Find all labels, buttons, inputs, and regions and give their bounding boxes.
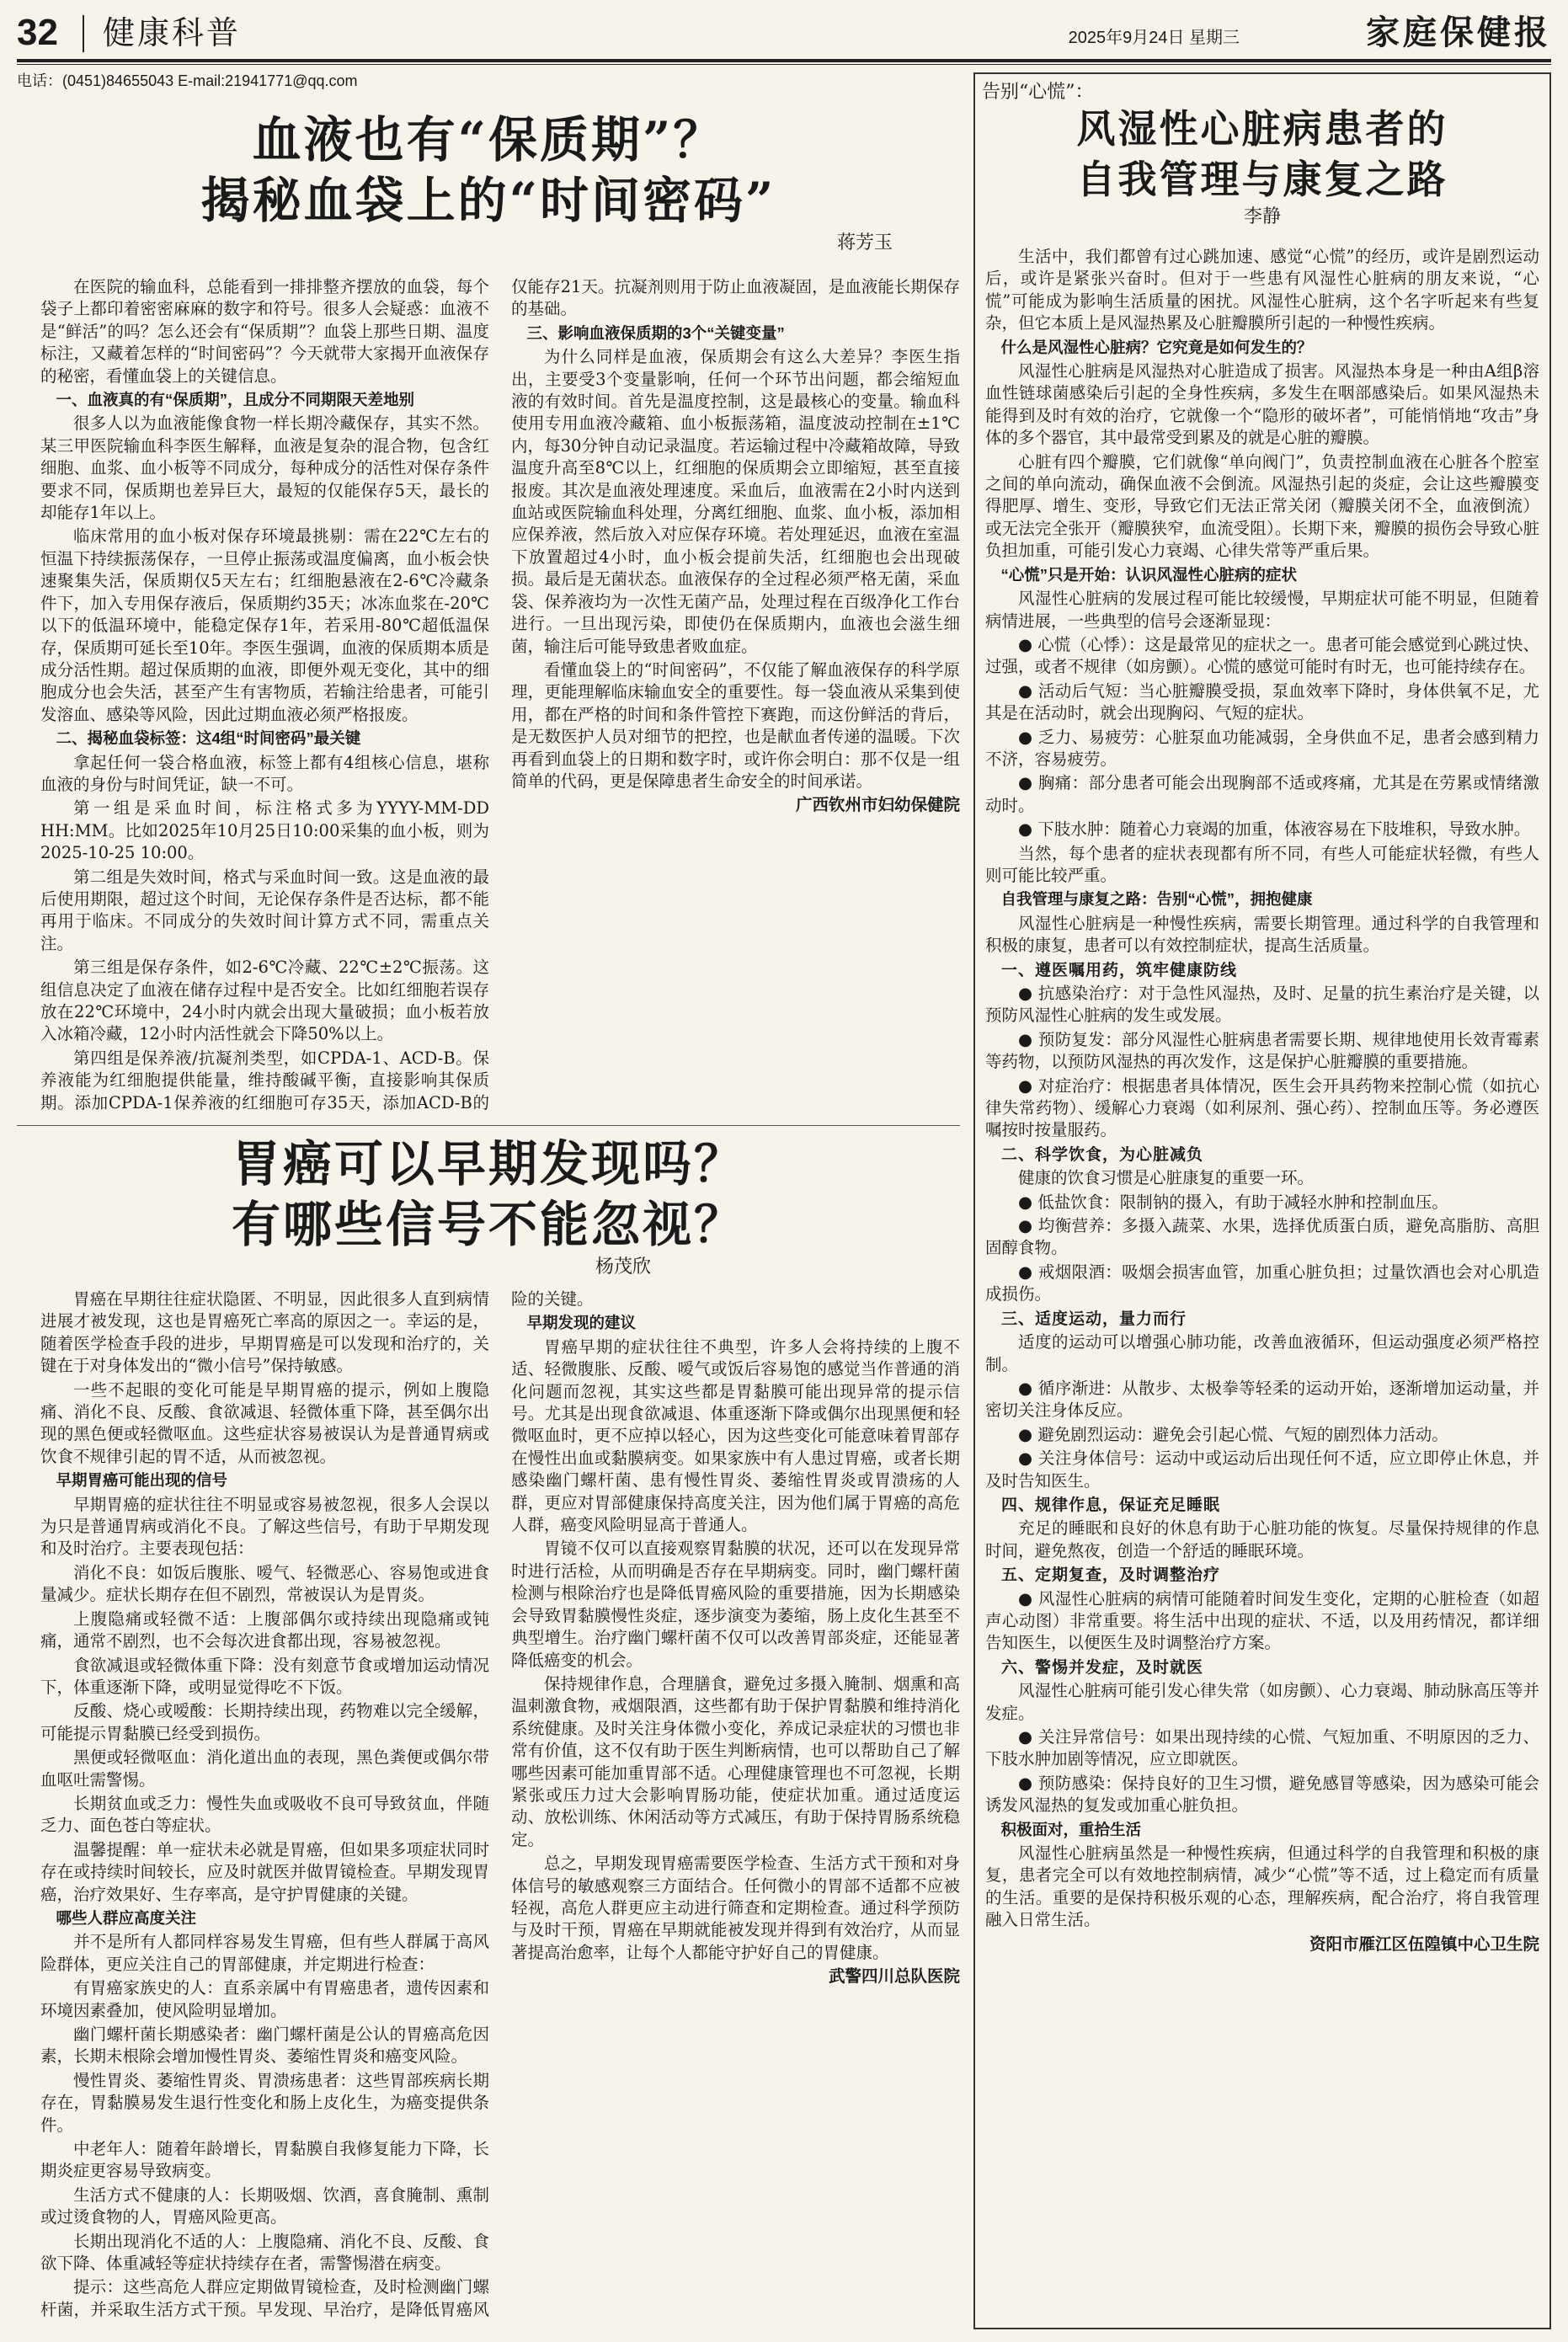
masthead-rule-thin <box>17 64 1551 65</box>
paragraph: 为什么同样是血液，保质期会有这么大差异？李医生指出，主要受3个变量影响，任何一个环节出问题，都会缩短血液的有效时间。首先是温度控制，这是最核心的变量。输血科使用专用血液冷藏箱、血小板振荡箱，温度波动控制在±1℃内，每30分钟自动记录温度。若运输过程中冷藏箱故障，导致温度升高至8℃以上，红细胞的保质期会立即缩短，甚至直接报废。其次是血液处理速度。采血后，血液需在2小时内送到血站或医院输血科处理，分离红细胞、血浆、血小板，添加相应保养液，然后放入对应保存环境。若处理延迟，血液在室温下放置超过4小时，血小板会提前失活，红细胞也会出现破损。最后是无菌状态。血液保存的全过程必须严格无菌，采血袋、保养液均为一次性无菌产品，处理过程在百级净化工作台进行。一旦出现污染，即使仍在保质期内，血液也会滋生细菌，输注后可能导致患者败血症。 <box>511 347 960 656</box>
paragraph: ● 关注异常信号：如果出现持续的心慌、气短加重、不明原因的乏力、下肢水肿加剧等情况，应立即就医。 <box>985 1727 1539 1769</box>
paragraph: 温馨提醒：单一症状未必就是胃癌，但如果多项症状同时存在或持续时间较长，应及时就医并做胃镜检查。早期发现胃癌，治疗效果好、生存率高，是守护胃健康的关键。 <box>40 1839 489 1904</box>
section-title: 健康科普 <box>103 14 242 51</box>
paragraph: 胃癌早期的症状往往不典型，许多人会将持续的上腹不适、轻微腹胀、反酸、嗳气或饭后容易饱的感觉当作普通的消化问题而忽视，其实这些都是胃黏膜可能出现异常的提示信号。尤其是出现食欲减退、体重逐渐下降或偶尔出现黑便和轻微呕血时，更不应掉以轻心，因为这些变化可能意味着胃部存在慢性出血或黏膜病变。如果家族中有人患过胃癌，或者长期感染幽门螺杆菌、患有慢性胃炎、萎缩性胃炎或胃溃疡的人群，更应对胃部健康保持高度关注，因为他们属于胃癌的高危人群，癌变风险明显高于普通人。 <box>511 1336 960 1535</box>
paragraph: 心脏有四个瓣膜，它们就像“单向阀门”，负责控制血液在心脏各个腔室之间的单向流动，确保血液不会倒流。风湿热引起的炎症，会让这些瓣膜变得肥厚、增生、变形，导致它们无法正常关闭（瓣膜关闭不全，血液倒流）或无法完全张开（瓣膜狭窄，血流受阻）。长期下来，瓣膜的损伤会导致心脏负担加重，可能引发心力衰竭、心律失常等严重后果。 <box>985 451 1539 561</box>
article-kicker: 告别“心慌”： <box>982 82 1094 103</box>
paragraph: 提示：这些高危人群应定期做胃镜检查，及时检测幽门螺杆菌，并采取生活方式干预。早发现、早治疗，是降低胃癌风险的关键。 <box>40 1289 594 2319</box>
article-source: 广西钦州市妇幼保健院 <box>795 796 960 815</box>
subheading: 二、科学饮食，为心脏减负 <box>1001 1144 1204 1164</box>
subheading: 一、血液真的有“保质期”，且成分不同期限天差地别 <box>56 391 415 409</box>
contact-line: 电话：(0451)84655043 E-mail:21941771@qq.com <box>17 72 358 89</box>
masthead-divider <box>83 15 84 52</box>
paragraph: ● 胸痛：部分患者可能会出现胸部不适或疼痛，尤其是在劳累或情绪激动时。 <box>985 773 1539 815</box>
article-gastric-cancer <box>17 1134 960 1285</box>
paragraph: ● 心慌（心悸）：这是最常见的症状之一。患者可能会感觉到心跳过快、过强，或者不规律（如房颤）。心慌的感觉可能时有时无，也可能持续存在。 <box>985 634 1539 677</box>
paragraph: 风湿性心脏病可能引发心律失常（如房颤）、心力衰竭、肺动脉高压等并发症。 <box>985 1681 1539 1723</box>
paragraph: 健康的饮食习惯是心脏康复的重要一环。 <box>1018 1168 1315 1188</box>
paragraph: 消化不良：如饭后腹胀、嗳气、轻微恶心、容易饱或进食量减少。症状长期存在但不剧烈，常被误认为是胃炎。 <box>40 1562 489 1605</box>
issue-date: 2025年9月24日 星期三 <box>1068 29 1240 47</box>
article-author: 杨茂欣 <box>595 1256 651 1278</box>
paragraph: 风湿性心脏病是一种慢性疾病，需要长期管理。通过科学的自我管理和积极的康复，患者可以有效控制症状，提高生活质量。 <box>985 913 1539 956</box>
paragraph: ● 活动后气短：当心脏瓣膜受损，泵血效率下降时，身体供氧不足，尤其是在活动时，就会出现胸闷、气短的症状。 <box>985 680 1539 723</box>
paragraph: 充足的睡眠和良好的休息有助于心脏功能的恢复。尽量保持规律的作息时间，避免熬夜，创造一个舒适的睡眠环境。 <box>985 1518 1539 1560</box>
article-author: 李静 <box>1243 206 1281 227</box>
article-title-line2: 有哪些信号不能忽视？ <box>231 1196 745 1253</box>
article-source: 武警四川总队医院 <box>828 1967 960 1987</box>
subheading: 什么是风湿性心脏病？它究竟是如何发生的？ <box>1000 338 1313 356</box>
subheading: 二、揭秘血袋标签：这4组“时间密码”最关键 <box>56 729 361 748</box>
subheading: 三、影响血液保质期的3个“关键变量” <box>526 323 785 342</box>
paragraph: ● 避免剧烈运动：避免会引起心慌、气短的剧烈体力活动。 <box>1018 1424 1448 1444</box>
paragraph: 保持规律作息，合理膳食，避免过多摄入腌制、烟熏和高温刺激食物，戒烟限酒，这些都有助于保护胃黏膜和维持消化系统健康。及时关注身体微小变化，养成记录症状的习惯也非常有价值，这不仅有助于医生判断病情，也可以帮助自己了解哪些因素可能加重胃部不适。心理健康管理也不可忽视，长期紧张或压力过大会影响胃肠功能，使症状加重。通过适度运动、放松训练、休闲活动等方式减压，有助于保持胃肠系统稳定。 <box>511 1673 960 1849</box>
paragraph: ● 均衡营养：多摄入蔬菜、水果，选择优质蛋白质，避免高脂肪、高胆固醇食物。 <box>985 1216 1539 1258</box>
paragraph: ● 风湿性心脏病的病情可能随着时间发生变化，定期的心脏检查（如超声心动图）非常重要。将生活中出现的症状、不适，以及用药情况，都详细告知医生，以便医生及时调整治疗方案。 <box>985 1588 1539 1653</box>
article-title-line2: 揭秘血袋上的“时间密码” <box>200 172 776 229</box>
paragraph: 并不是所有人都同样容易发生胃癌，但有些人群属于高风险群体，更应关注自己的胃部健康，并定期进行检查： <box>40 1932 489 1974</box>
article-blood-shelf-life <box>17 109 960 269</box>
subheading: 一、遵医嘱用药，筑牢健康防线 <box>1001 960 1238 979</box>
article-title-line1: 胃癌可以早期发现吗？ <box>231 1135 745 1192</box>
paragraph: 长期出现消化不适的人：上腹隐痛、消化不良、反酸、食欲下降、体重减轻等症状持续存在者，需警惕潜在病变。 <box>40 2231 489 2274</box>
article-title-line2: 自我管理与康复之路 <box>1076 157 1448 202</box>
subheading: 早期胃癌可能出现的信号 <box>56 1471 228 1490</box>
paragraph: 总之，早期发现胃癌需要医学检查、生活方式干预和对身体信号的敏感观察三方面结合。任何微小的胃部不适都不应被轻视，高危人群更应主动进行筛查和定期检查。通过科学预防与及时干预，胃癌在早期就能被发现并得到有效治疗，从而显著提高治愈率，让每个人都能守护好自己的胃健康。 <box>511 1854 960 1962</box>
paragraph: ● 对症治疗：根据患者具体情况，医生会开具药物来控制心慌（如抗心律失常药物）、缓解心力衰竭（如利尿剂、强心药）、控制血压等。务必遵医嘱按时按量服药。 <box>985 1075 1539 1140</box>
paragraph: 风湿性心脏病的发展过程可能比较缓慢，早期症状可能不明显，但随着病情进展，一些典型的信号会逐渐显现： <box>985 589 1539 631</box>
paragraph: 第一组是采血时间，标注格式多为YYYY-MM-DD HH:MM。比如2025年10月25日10:00采集的血小板，则为2025-10-25 10:00。 <box>40 798 489 863</box>
paragraph: 一些不起眼的变化可能是早期胃癌的提示，例如上腹隐痛、消化不良、反酸、食欲减退、轻微体重下降，甚至偶尔出现的黑色便或轻微呕血。这些症状容易被误认为是普通胃病或饮食不规律引起的胃不适，从而被忽视。 <box>40 1379 489 1466</box>
paragraph: 生活中，我们都曾有过心跳加速、感觉“心慌”的经历，或许是剧烈运动后，或许是紧张兴奋时。但对于一些患有风湿性心脏病的朋友来说，“心慌”可能成为影响生活质量的困扰。风湿性心脏病，这个名字听起来有些复杂，但它本质上是风湿热累及心脏瓣膜所引起的一种慢性疾病。 <box>985 247 1539 333</box>
paragraph: 第四组是保养液/抗凝剂类型，如CPDA-1、ACD-B。保养液能为红细胞提供能量，维持酸碱平衡，直接影响其保质期。添加CPDA-1保养液的红细胞可存35天，添加ACD-B的仅能存21天。抗凝剂则用于防止血液凝固，是血液能长期保存的基础。 <box>40 277 960 1112</box>
article-body-blood <box>40 276 960 1118</box>
paragraph: 有胃癌家族史的人：直系亲属中有胃癌患者，遗传因素和环境因素叠加，使风险明显增加。 <box>40 1978 489 2020</box>
paragraph: 当然，每个患者的症状表现都有所不同，有些人可能症状轻微，有些人则可能比较严重。 <box>985 843 1539 885</box>
paragraph: ● 乏力、易疲劳：心脏泵血功能减弱，全身供血不足，患者会感到精力不济，容易疲劳。 <box>985 727 1539 769</box>
paragraph: ● 关注身体信号：运动中或运动后出现任何不适，应立即停止休息，并及时告知医生。 <box>985 1448 1539 1491</box>
paragraph: ● 循序渐进：从散步、太极拳等轻柔的运动开始，逐渐增加运动量，并密切关注身体反应。 <box>985 1378 1539 1421</box>
subheading: 积极面对，重拾生活 <box>1000 1820 1142 1838</box>
subheading: 早期发现的建议 <box>526 1314 637 1332</box>
paragraph: 长期贫血或乏力：慢性失血或吸收不良可导致贫血，伴随乏力、面色苍白等症状。 <box>40 1793 489 1836</box>
article-separator <box>17 1125 960 1126</box>
paragraph: ● 下肢水肿：随着心力衰竭的加重，体液容易在下肢堆积，导致水肿。 <box>1018 819 1531 840</box>
paragraph: ● 预防感染：保持良好的卫生习惯，避免感冒等感染，因为感染可能会诱发风湿热的复发或加重心脏负担。 <box>985 1773 1539 1816</box>
article-body-rheumatic <box>985 246 1539 2318</box>
article-title-line1: 风湿性心脏病患者的 <box>1076 106 1448 152</box>
paragraph: 风湿性心脏病虽然是一种慢性疾病，但通过科学的自我管理和积极的康复，患者完全可以有效地控制病情，减少“心慌”等不适，过上稳定而有质量的生活。重要的是保持积极乐观的心态，理解疾病，配合治疗，将自我管理融入日常生活。 <box>985 1843 1539 1930</box>
paragraph: 反酸、烧心或嗳酸：长期持续出现，药物难以完全缓解，可能提示胃黏膜已经受到损伤。 <box>40 1701 489 1743</box>
subheading: 六、警惕并发症，及时就医 <box>1001 1657 1204 1677</box>
paragraph: ● 戒烟限酒：吸烟会损害血管，加重心脏负担；过量饮酒也会对心肌造成损伤。 <box>985 1262 1539 1304</box>
subheading: “心慌”只是开始：认识风湿性心脏病的症状 <box>1000 565 1298 584</box>
subheading: 三、适度运动，量力而行 <box>1001 1309 1187 1328</box>
paragraph: 看懂血袋上的“时间密码”，不仅能了解血液保存的科学原理，更能理解临床输血安全的重要性。每一袋血液从采集到使用，都在严格的时间和条件管控下赛跑，而这份鲜活的背后，是无数医护人员对细节的把控，也是献血者传递的温暖。下次再看到血袋上的日期和数字时，或许你会明白：那不仅是一组简单的代码，更是保障患者生命安全的时间承诺。 <box>511 659 960 791</box>
article-body-gastric <box>40 1288 960 2329</box>
paragraph: ● 低盐饮食：限制钠的摄入，有助于减轻水肿和控制血压。 <box>1018 1192 1448 1212</box>
masthead-rule <box>17 59 1551 62</box>
subheading: 五、定期复查，及时调整治疗 <box>1001 1566 1221 1585</box>
paragraph: 胃癌在早期往往症状隐匿、不明显，因此很多人直到病情进展才被发现，这也是胃癌死亡率高的原因之一。幸运的是，随着医学检查手段的进步，早期胃癌是可以发现和治疗的，关键在于对身体发出的“微小信号”保持敏感。 <box>40 1289 489 1376</box>
paragraph: 在医院的输血科，总能看到一排排整齐摆放的血袋，每个袋子上都印着密密麻麻的数字和符号。很多人会疑惑：血液不是“鲜活”的吗？怎么还会有“保质期”？血袋上那些日期、温度标注，又藏着怎样的“时间密码”？今天就带大家揭开血液保存的秘密，看懂血袋上的关键信息。 <box>40 277 489 386</box>
paragraph: 临床常用的血小板对保存环境最挑剔：需在22℃左右的恒温下持续振荡保存，一旦停止振荡或温度偏离，血小板会快速聚集失活，保质期仅5天左右；红细胞悬液在2-6℃冷藏条件下，加入专用保存液后，保质期约35天；冰冻血浆在-20℃以下的低温环境中，能稳定保存1年，若采用-80℃超低温保存，保质期可延长至10年。李医生强调，血液的保质期本质是成分活性期。超过保质期的血液，即便外观无变化，其中的细胞成分也会失活，甚至产生有害物质，若输注给患者，可能引发溶血、感染等风险，因此过期血液必须严格报废。 <box>40 526 489 724</box>
article-author: 蒋芳玉 <box>836 232 893 253</box>
paragraph: 食欲减退或轻微体重下降：没有刻意节食或增加运动情况下，体重逐渐下降，或明显觉得吃不下饭。 <box>40 1655 489 1697</box>
newspaper-name: 家庭保健报 <box>1366 13 1551 52</box>
subheading: 哪些人群应高度关注 <box>56 1908 197 1927</box>
paragraph: 中老年人：随着年龄增长，胃黏膜自我修复能力下降，长期炎症更容易导致病变。 <box>40 2139 489 2181</box>
paragraph: 幽门螺杆菌长期感染者：幽门螺杆菌是公认的胃癌高危因素，长期未根除会增加慢性胃炎、萎缩性胃炎和癌变风险。 <box>40 2025 489 2067</box>
paragraph: 很多人以为血液能像食物一样长期冷藏保存，其实不然。某三甲医院输血科李医生解释，血液是复杂的混合物，包含红细胞、血浆、血小板等不同成分，每种成分的活性对保存条件要求不同，保质期也差异巨大，最短的仅能保存5天，最长的却能存1年以上。 <box>40 413 489 523</box>
masthead <box>17 10 1551 56</box>
paragraph: 上腹隐痛或轻微不适：上腹部偶尔或持续出现隐痛或钝痛，通常不剧烈，也不会每次进食都出现，容易被忽视。 <box>40 1608 489 1651</box>
paragraph: 第三组是保存条件，如2-6℃冷藏、22℃±2℃振荡。这组信息决定了血液在储存过程中是否安全。比如红细胞若误存放在22℃环境中，24小时内就会出现大量破损；血小板若放入冰箱冷藏，12小时内活性就会下降50%以上。 <box>40 958 489 1044</box>
paragraph: 拿起任何一袋合格血液，标签上都有4组核心信息，堪称血液的身份与时间凭证，缺一不可。 <box>40 752 489 794</box>
page-number: 32 <box>17 12 58 53</box>
paragraph: 慢性胃炎、萎缩性胃炎、胃溃疡患者：这些胃部疾病长期存在，胃黏膜易发生退行性变化和肠上皮化生，为癌变提供条件。 <box>40 2070 489 2135</box>
paragraph: 第二组是失效时间，格式与采血时间一致。这是血液的最后使用期限，超过这个时间，无论保存条件是否达标，都不能再用于临床。不同成分的失效时间计算方式不同，需重点关注。 <box>40 867 489 953</box>
paragraph: 早期胃癌的症状往往不明显或容易被忽视，很多人会误以为只是普通胃病或消化不良。了解这些信号，有助于早期发现和及时治疗。主要表现包括： <box>40 1494 489 1559</box>
article-source: 资阳市雁江区伍隍镇中心卫生院 <box>1309 1934 1539 1954</box>
paragraph: 胃镜不仅可以直接观察胃黏膜的状况，还可以在发现异常时进行活检，从而明确是否存在早期病变。同时，幽门螺杆菌检测与根除治疗也是降低胃癌风险的重要措施，因为长期感染会导致胃黏膜慢性炎症，逐步演变为萎缩，肠上皮化生甚至不典型增生。治疗幽门螺杆菌不仅可以改善胃部炎症，还能显著降低癌变的机会。 <box>511 1539 960 1670</box>
paragraph: 风湿性心脏病是风湿热对心脏造成了损害。风湿热本身是一种由A组β溶血性链球菌感染后引起的全身性疾病，多发生在咽部感染后。如果风湿热未能得到及时有效的治疗，它就像一个“隐形的破坏者”，可能悄悄地“攻击”身体的多个器官，其中最常受到累及的就是心脏的瓣膜。 <box>985 361 1539 448</box>
article-title-line1: 血液也有“保质期”？ <box>252 111 725 168</box>
subheading: 四、规律作息，保证充足睡眠 <box>1001 1495 1221 1514</box>
paragraph: 黑便或轻微呕血：消化道出血的表现，黑色粪便或偶尔带血呕吐需警惕。 <box>40 1747 489 1790</box>
paragraph: 适度的运动可以增强心肺功能，改善血液循环，但运动强度必须严格控制。 <box>985 1332 1539 1374</box>
paragraph: 生活方式不健康的人：长期吸烟、饮酒，喜食腌制、熏制或过烫食物的人，胃癌风险更高。 <box>40 2185 489 2227</box>
paragraph: ● 预防复发：部分风湿性心脏病患者需要长期、规律地使用长效青霉素等药物，以预防风湿热的再次发作，这是保护心脏瓣膜的重要措施。 <box>985 1029 1539 1072</box>
paragraph: ● 抗感染治疗：对于急性风湿热，及时、足量的抗生素治疗是关键，以预防风湿性心脏病的发生或发展。 <box>985 984 1539 1026</box>
subheading: 自我管理与康复之路：告别“心慌”，拥抱健康 <box>1000 890 1313 909</box>
